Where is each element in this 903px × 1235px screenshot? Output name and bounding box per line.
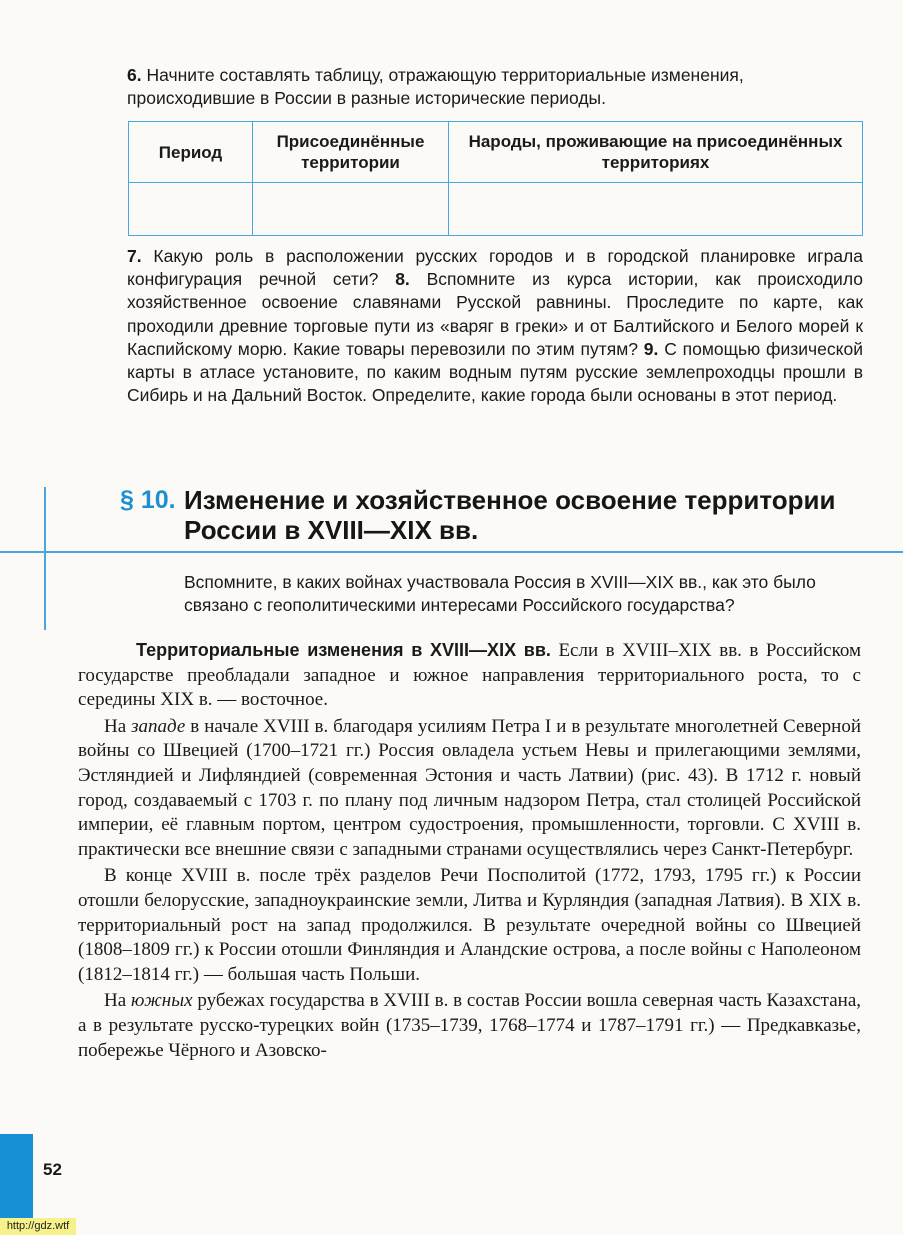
task-6-text: Начните составлять таблицу, отражающую территориальные изменения, происходившие в России в разные исторические периоды. (127, 65, 744, 108)
tasks-7-9 (127, 245, 863, 407)
emphasis: западе (131, 715, 186, 737)
task-6-number: 6. (127, 65, 142, 85)
paragraph (78, 638, 861, 713)
paragraph-prefix: На (104, 990, 127, 1012)
section-number: § 10. (120, 486, 176, 514)
page-number: 52 (43, 1160, 62, 1179)
paragraph-prefix: На (104, 715, 127, 737)
periods-table (128, 121, 863, 236)
paragraph-text: Если в XVIII–XIX вв. в Российском государстве преобладали западное и южное направления территориального роста, то с середины XIX в. — восточное. (78, 640, 861, 711)
section-title: Изменение и хозяйственное освоение территории России в XVIII—XIX вв. (184, 485, 836, 545)
page-edge-tab (0, 1134, 33, 1222)
section-vertical-rule (44, 487, 46, 630)
paragraph: В конце XVIII в. после трёх разделов Речи Посполитой (1772, 1793, 1795 гг.) к России отошли белорусские, западноукраинские земли, Литва и Курляндия (западная Латвия). В XIX в. территориальный рост на запад продолжился. В результате очередной войны со Швецией (1808–1809 гг.) к России отошли Финляндия и Аландские острова, а после войны с Наполеоном (1812–1814 гг.) — большая часть Польши. (78, 865, 861, 985)
paragraph-text: рубежах государства в XVIII в. в состав России вошла северная часть Казахстана, а в результате русско-турецких войн (1735–1739, 1768–1774 и 1787–1791 гг.) — Предкавказье, побережье Чёрного и Азовско- (78, 990, 862, 1061)
task-7-number: 7. (127, 246, 142, 266)
paragraph-text: в начале XVIII в. благодаря усилиям Петра I и в результате многолетней Северной войны со Швецией (1700–1721 гг.) Россия овладела устьем Невы и прилегающими землями, Эстляндией и Лифляндией (современная Эстония и часть Латвии) (рис. 43). В 1712 г. новый город, создаваемый с 1703 г. по плану под личным надзором Петра, стал столицей Российской империи, её главным портом, центром судостроения, промышленности, торговли. С XVIII в. практически все внешние связи с западными странами осуществлялись через Санкт-Петербург. (78, 715, 862, 860)
paragraph (78, 715, 861, 863)
task-8-text: Вспомните из курса истории, как происходило хозяйственное освоение славянами Русской равнины. Проследите по карте, как проходили древние торговые пути из «варяг в греки» и от Балтийского и Белого морей к Каспийскому морю. Какие товары перевозили по этим путям? (127, 269, 863, 359)
watermark: http://gdz.wtf (0, 1218, 76, 1235)
section-recall-question: Вспомните, в каких войнах участвовала Россия в XVIII—XIX вв., как это было связано с геополитическими интересами Российского государства? (184, 572, 816, 615)
main-text (78, 638, 861, 1065)
table-row (129, 183, 863, 236)
emphasis: южных (130, 990, 193, 1012)
task-8-number: 8. (395, 269, 410, 290)
task-9-number: 9. (643, 338, 659, 359)
paragraph (78, 989, 861, 1063)
task-7-text: Какую роль в расположении русских городов и в городской планировке играла конфигурация речной сети? (127, 246, 863, 290)
header-peoples: Народы, проживающие на присоединённых территориях (449, 122, 863, 183)
subsection-heading: Территориальные изменения в XVIII—XIX вв. (136, 640, 551, 660)
table-cell[interactable] (253, 183, 449, 236)
table-header-row (129, 122, 863, 183)
section-horizontal-rule (0, 551, 903, 553)
task-9-text: С помощью физической карты в атласе установите, по каким водным путям русские землепроходцы прошли в Сибирь и на Дальний Восток. Определите, какие города были основаны в этот период. (127, 338, 863, 406)
table-cell[interactable] (449, 183, 863, 236)
header-period: Период (129, 122, 253, 183)
task-6 (127, 64, 867, 110)
header-territories: Присоединённые территории (253, 122, 449, 183)
table-cell[interactable] (129, 183, 253, 236)
